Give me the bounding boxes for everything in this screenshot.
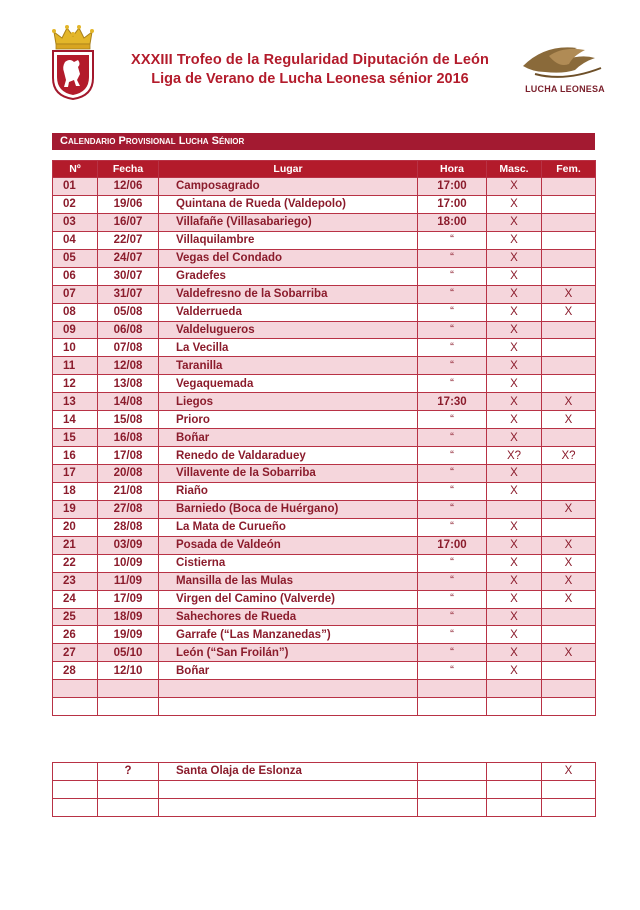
row-male-mark — [487, 698, 542, 716]
row-hour: 18:00 — [418, 213, 487, 231]
table-row — [53, 763, 596, 781]
row-place: Garrafe (“Las Manzanedas”) — [159, 626, 418, 644]
row-hour: “ — [418, 626, 487, 644]
row-male-mark: X — [487, 195, 542, 213]
table-row — [53, 572, 596, 590]
row-number: 22 — [53, 554, 98, 572]
table-row — [53, 429, 596, 447]
row-date: 31/07 — [98, 285, 159, 303]
row-place: Vegas del Condado — [159, 249, 418, 267]
row-female-mark — [542, 321, 596, 339]
row-place: Villafañe (Villasabariego) — [159, 213, 418, 231]
row-hour: 17:00 — [418, 195, 487, 213]
table-header-row — [53, 161, 596, 178]
row-female-mark — [542, 267, 596, 285]
row-male-mark — [487, 780, 542, 798]
table-row — [53, 375, 596, 393]
additional-events-table — [52, 762, 596, 817]
row-date: 11/09 — [98, 572, 159, 590]
row-female-mark: X — [542, 554, 596, 572]
row-number — [53, 698, 98, 716]
row-number: 05 — [53, 249, 98, 267]
row-male-mark: X — [487, 231, 542, 249]
row-number — [53, 798, 98, 816]
row-date — [98, 680, 159, 698]
row-male-mark: X — [487, 482, 542, 500]
row-male-mark: X — [487, 465, 542, 483]
row-number — [53, 780, 98, 798]
logo-text: LUCHA LEONESA — [525, 84, 605, 94]
row-date: 13/08 — [98, 375, 159, 393]
row-female-mark: X — [542, 500, 596, 518]
row-number: 08 — [53, 303, 98, 321]
row-male-mark: X — [487, 554, 542, 572]
row-place: Cistierna — [159, 554, 418, 572]
row-female-mark — [542, 518, 596, 536]
lucha-leonesa-logo — [515, 38, 615, 98]
row-male-mark — [487, 798, 542, 816]
section-title-bar: Calendario Provisional Lucha Sénior — [52, 133, 595, 150]
table-row — [53, 680, 596, 698]
table-row — [53, 644, 596, 662]
row-hour: “ — [418, 249, 487, 267]
row-hour: “ — [418, 465, 487, 483]
leon-coat-of-arms-icon — [50, 22, 96, 100]
row-date: 17/08 — [98, 447, 159, 465]
row-date: 12/08 — [98, 357, 159, 375]
row-hour: “ — [418, 447, 487, 465]
row-female-mark — [542, 798, 596, 816]
document-subtitle: Liga de Verano de Lucha Leonesa sénior 2016 — [151, 71, 469, 87]
row-hour — [418, 763, 487, 781]
row-hour: “ — [418, 662, 487, 680]
row-hour: “ — [418, 554, 487, 572]
row-male-mark: X — [487, 393, 542, 411]
row-hour: “ — [418, 303, 487, 321]
row-hour — [418, 680, 487, 698]
column-header-female: Fem. — [542, 161, 596, 178]
row-number: 03 — [53, 213, 98, 231]
row-female-mark: X — [542, 572, 596, 590]
row-number: 14 — [53, 411, 98, 429]
table-row — [53, 393, 596, 411]
row-number: 09 — [53, 321, 98, 339]
table-row — [53, 285, 596, 303]
row-place: La Mata de Curueño — [159, 518, 418, 536]
row-male-mark: X — [487, 429, 542, 447]
row-date: 06/08 — [98, 321, 159, 339]
table-row — [53, 267, 596, 285]
row-place: Renedo de Valdaraduey — [159, 447, 418, 465]
row-date: 16/08 — [98, 429, 159, 447]
row-female-mark — [542, 780, 596, 798]
table-row — [53, 178, 596, 196]
row-place — [159, 798, 418, 816]
row-male-mark: X — [487, 411, 542, 429]
document-title-block — [110, 52, 510, 87]
row-hour: “ — [418, 644, 487, 662]
row-number: 10 — [53, 339, 98, 357]
row-hour: “ — [418, 231, 487, 249]
row-place: Valdelugueros — [159, 321, 418, 339]
column-header-hour: Hora — [418, 161, 487, 178]
row-female-mark: X? — [542, 447, 596, 465]
row-female-mark — [542, 626, 596, 644]
row-male-mark: X? — [487, 447, 542, 465]
row-date: 27/08 — [98, 500, 159, 518]
row-date: 19/09 — [98, 626, 159, 644]
row-date: 14/08 — [98, 393, 159, 411]
row-hour: 17:30 — [418, 393, 487, 411]
row-male-mark: X — [487, 285, 542, 303]
calendar-table — [52, 160, 596, 716]
row-hour: “ — [418, 267, 487, 285]
row-place: Boñar — [159, 429, 418, 447]
row-number: 25 — [53, 608, 98, 626]
row-male-mark: X — [487, 518, 542, 536]
row-place: La Vecilla — [159, 339, 418, 357]
row-hour: “ — [418, 321, 487, 339]
row-male-mark: X — [487, 626, 542, 644]
table-row — [53, 231, 596, 249]
row-number: 12 — [53, 375, 98, 393]
row-female-mark — [542, 339, 596, 357]
row-place: Virgen del Camino (Valverde) — [159, 590, 418, 608]
row-date: ? — [98, 763, 159, 781]
wrestlers-logo-icon — [515, 38, 615, 82]
row-hour: “ — [418, 429, 487, 447]
row-male-mark: X — [487, 662, 542, 680]
table-row — [53, 195, 596, 213]
row-date: 19/06 — [98, 195, 159, 213]
row-male-mark: X — [487, 572, 542, 590]
row-date: 12/10 — [98, 662, 159, 680]
row-hour — [418, 780, 487, 798]
row-place: Riaño — [159, 482, 418, 500]
row-date: 07/08 — [98, 339, 159, 357]
row-number: 07 — [53, 285, 98, 303]
row-female-mark — [542, 249, 596, 267]
row-place: Liegos — [159, 393, 418, 411]
row-number — [53, 763, 98, 781]
row-male-mark: X — [487, 303, 542, 321]
row-hour — [418, 798, 487, 816]
row-female-mark — [542, 178, 596, 196]
row-hour: “ — [418, 590, 487, 608]
table-row — [53, 249, 596, 267]
row-number: 17 — [53, 465, 98, 483]
row-hour: “ — [418, 285, 487, 303]
row-number: 23 — [53, 572, 98, 590]
row-number — [53, 680, 98, 698]
row-place — [159, 780, 418, 798]
row-place: Camposagrado — [159, 178, 418, 196]
table-row — [53, 447, 596, 465]
row-female-mark: X — [542, 285, 596, 303]
row-date: 20/08 — [98, 465, 159, 483]
column-header-male: Masc. — [487, 161, 542, 178]
row-date: 28/08 — [98, 518, 159, 536]
row-number: 11 — [53, 357, 98, 375]
row-number: 26 — [53, 626, 98, 644]
row-male-mark — [487, 763, 542, 781]
row-place: Barniedo (Boca de Huérgano) — [159, 500, 418, 518]
row-number: 28 — [53, 662, 98, 680]
row-hour — [418, 698, 487, 716]
row-female-mark: X — [542, 536, 596, 554]
row-place — [159, 698, 418, 716]
row-date — [98, 780, 159, 798]
row-number: 02 — [53, 195, 98, 213]
row-male-mark: X — [487, 357, 542, 375]
row-male-mark: X — [487, 321, 542, 339]
table-row — [53, 608, 596, 626]
row-place: Posada de Valdeón — [159, 536, 418, 554]
row-date: 03/09 — [98, 536, 159, 554]
row-female-mark: X — [542, 393, 596, 411]
row-hour: “ — [418, 357, 487, 375]
row-hour: “ — [418, 339, 487, 357]
row-place: Taranilla — [159, 357, 418, 375]
table-row — [53, 213, 596, 231]
row-male-mark: X — [487, 339, 542, 357]
row-number: 06 — [53, 267, 98, 285]
row-female-mark — [542, 213, 596, 231]
row-number: 01 — [53, 178, 98, 196]
row-hour: “ — [418, 411, 487, 429]
row-place: Sahechores de Rueda — [159, 608, 418, 626]
row-date: 15/08 — [98, 411, 159, 429]
row-male-mark: X — [487, 644, 542, 662]
row-hour: “ — [418, 500, 487, 518]
table-row — [53, 698, 596, 716]
row-male-mark: X — [487, 608, 542, 626]
row-female-mark — [542, 357, 596, 375]
row-date: 21/08 — [98, 482, 159, 500]
row-number: 20 — [53, 518, 98, 536]
row-hour: “ — [418, 608, 487, 626]
row-date: 24/07 — [98, 249, 159, 267]
row-date: 18/09 — [98, 608, 159, 626]
row-female-mark — [542, 429, 596, 447]
row-female-mark — [542, 231, 596, 249]
row-hour: “ — [418, 482, 487, 500]
row-number: 24 — [53, 590, 98, 608]
row-female-mark — [542, 680, 596, 698]
row-hour: “ — [418, 572, 487, 590]
row-male-mark: X — [487, 267, 542, 285]
row-date: 30/07 — [98, 267, 159, 285]
table-row — [53, 554, 596, 572]
row-place: León (“San Froilán”) — [159, 644, 418, 662]
table-row — [53, 321, 596, 339]
row-female-mark — [542, 465, 596, 483]
row-date: 05/10 — [98, 644, 159, 662]
table-row — [53, 465, 596, 483]
table-row — [53, 590, 596, 608]
row-place: Prioro — [159, 411, 418, 429]
table-row — [53, 303, 596, 321]
row-male-mark: X — [487, 590, 542, 608]
row-place: Valdefresno de la Sobarriba — [159, 285, 418, 303]
table-row — [53, 536, 596, 554]
column-header-number: Nº — [53, 161, 98, 178]
column-header-date: Fecha — [98, 161, 159, 178]
row-female-mark — [542, 375, 596, 393]
row-date: 10/09 — [98, 554, 159, 572]
row-male-mark: X — [487, 213, 542, 231]
row-male-mark: X — [487, 536, 542, 554]
table-row — [53, 500, 596, 518]
row-number: 15 — [53, 429, 98, 447]
row-hour: 17:00 — [418, 178, 487, 196]
row-number: 13 — [53, 393, 98, 411]
row-hour: “ — [418, 375, 487, 393]
row-male-mark — [487, 500, 542, 518]
row-number: 19 — [53, 500, 98, 518]
row-place: Quintana de Rueda (Valdepolo) — [159, 195, 418, 213]
row-number: 21 — [53, 536, 98, 554]
row-number: 18 — [53, 482, 98, 500]
row-place — [159, 680, 418, 698]
row-female-mark: X — [542, 303, 596, 321]
row-number: 27 — [53, 644, 98, 662]
row-female-mark — [542, 698, 596, 716]
row-place: Santa Olaja de Eslonza — [159, 763, 418, 781]
column-header-place: Lugar — [159, 161, 418, 178]
table-row — [53, 357, 596, 375]
row-female-mark: X — [542, 411, 596, 429]
row-date: 17/09 — [98, 590, 159, 608]
table-row — [53, 482, 596, 500]
row-male-mark: X — [487, 375, 542, 393]
row-place: Gradefes — [159, 267, 418, 285]
row-place: Villavente de la Sobarriba — [159, 465, 418, 483]
document-title: XXXIII Trofeo de la Regularidad Diputación de León — [131, 52, 489, 68]
row-place: Villaquilambre — [159, 231, 418, 249]
row-place: Vegaquemada — [159, 375, 418, 393]
row-hour: “ — [418, 518, 487, 536]
table-row — [53, 339, 596, 357]
row-number: 04 — [53, 231, 98, 249]
row-place: Boñar — [159, 662, 418, 680]
row-female-mark — [542, 482, 596, 500]
page-header — [0, 0, 640, 120]
row-date: 05/08 — [98, 303, 159, 321]
row-number: 16 — [53, 447, 98, 465]
row-male-mark — [487, 680, 542, 698]
table-row — [53, 662, 596, 680]
row-place: Valderrueda — [159, 303, 418, 321]
table-row — [53, 780, 596, 798]
row-date — [98, 698, 159, 716]
row-female-mark — [542, 662, 596, 680]
table-row — [53, 518, 596, 536]
row-date: 16/07 — [98, 213, 159, 231]
row-female-mark: X — [542, 590, 596, 608]
row-female-mark — [542, 608, 596, 626]
row-date: 12/06 — [98, 178, 159, 196]
table-row — [53, 411, 596, 429]
row-male-mark: X — [487, 249, 542, 267]
row-female-mark: X — [542, 763, 596, 781]
row-female-mark: X — [542, 644, 596, 662]
row-female-mark — [542, 195, 596, 213]
row-date: 22/07 — [98, 231, 159, 249]
table-row — [53, 626, 596, 644]
table-row — [53, 798, 596, 816]
row-place: Mansilla de las Mulas — [159, 572, 418, 590]
row-hour: 17:00 — [418, 536, 487, 554]
row-date — [98, 798, 159, 816]
row-male-mark: X — [487, 178, 542, 196]
